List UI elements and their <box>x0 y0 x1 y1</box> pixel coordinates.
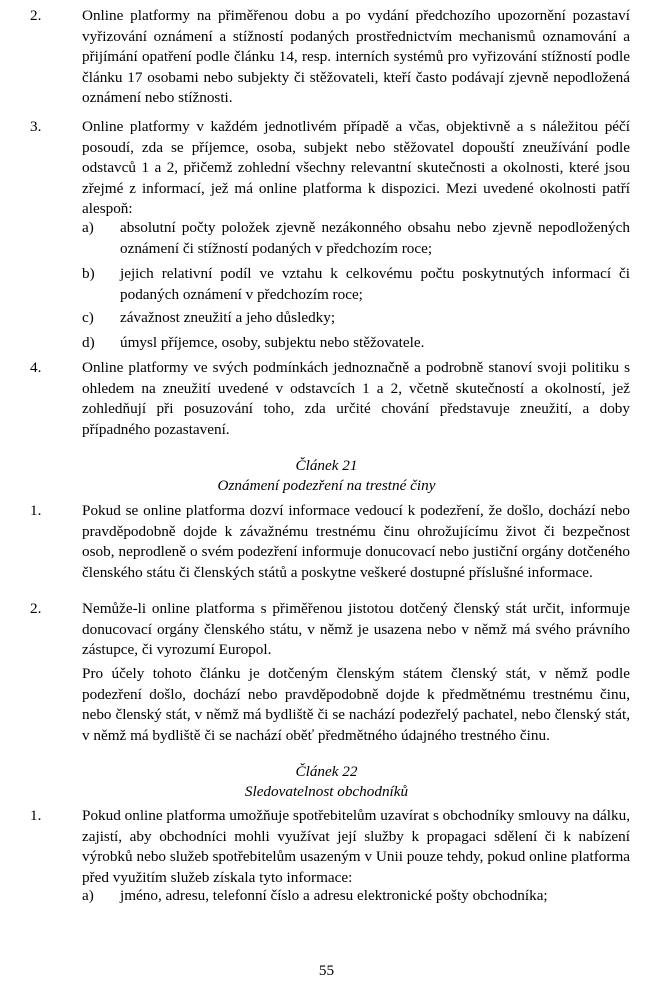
article-heading-number: Článek 21 <box>295 457 358 474</box>
list-item-b <box>82 264 630 305</box>
list-text: jméno, adresu, telefonní číslo a adresu elektronické pošty obchodníka; <box>120 887 548 904</box>
list-marker: c) <box>82 309 94 326</box>
paragraph-text: Online platformy ve svých podmínkách jednoznačně a podrobně stanoví svoji politiku s ohledem na zneužití uvedené v odstavcích 1 a 2, včetně skutečností a okolností, jež zohledňují při posuzování toho, zda určité chování představuje zneužití, a doby případného pozastavení. <box>82 359 630 438</box>
paragraph-text: Nemůže-li online platforma s přiměřenou jistotou dotčený členský stát určit, informuje donucovací orgány členského státu, v němž je usazena nebo v němž má svého právního zástupce, či vyrozumí Europol. <box>82 600 630 658</box>
list-marker: a) <box>82 887 94 904</box>
list-item-a <box>82 218 630 259</box>
paragraph-number: 1. <box>30 807 42 824</box>
list-text: absolutní počty položek zjevně nezákonného obsahu nebo zjevně nepodložených oznámení či stížností podaných v předchozím roce; <box>120 219 630 257</box>
list-marker: a) <box>82 219 94 236</box>
paragraph-number: 4. <box>30 359 42 376</box>
article-heading-title: Sledovatelnost obchodníků <box>244 783 409 800</box>
paragraph-number: 1. <box>30 502 42 519</box>
article-21-paragraph-2 <box>30 599 630 661</box>
paragraph-3 <box>30 117 630 220</box>
paragraph-number: 3. <box>30 118 42 135</box>
list-item-c <box>82 308 630 329</box>
list-item-a <box>82 886 630 907</box>
paragraph-number: 2. <box>30 7 42 24</box>
list-marker: b) <box>82 265 95 282</box>
paragraph-text: Online platformy na přiměřenou dobu a po vydání předchozího upozornění pozastaví vyřizování oznámení a stížností podaných prostřednictvím mechanismů oznamování a přijímání opatření podle článku 14, resp. interních systémů pro vyřizování stížností podle článku 17 osobami nebo subjekty či stěžovateli, kteří často podávají zjevně nepodložená oznámení nebo stížnosti. <box>82 7 630 106</box>
list-marker: d) <box>82 334 95 351</box>
paragraph-number: 2. <box>30 600 42 617</box>
paragraph-text: Online platformy v každém jednotlivém případě a včas, objektivně a s náležitou péčí posoudí, zda se příjemce, osoba, subjekt nebo stěžovatel dopouští zneužívání podle odstavců 1 a 2, přičemž zohlední všechny relevantní skutečnosti a okolnosti, které jsou zřejmé z informací, jež má online platforma k dispozici. Mezi uvedené okolnosti patří alespoň: <box>82 118 630 217</box>
list-text: úmysl příjemce, osoby, subjektu nebo stěžovatele. <box>120 334 425 351</box>
paragraph-2 <box>30 6 630 109</box>
list-item-d <box>82 333 630 354</box>
article-heading-title: Oznámení podezření na trestné činy <box>217 477 436 494</box>
list-text: závažnost zneužití a jeho důsledky; <box>120 309 336 326</box>
article-heading-number: Článek 22 <box>295 763 358 780</box>
paragraph-text: Pokud se online platforma dozví informace vedoucí k podezření, že došlo, dochází nebo pravděpodobně dojde k závažnému trestnému činu ohrožujícímu život či bezpečnost osob, neprodleně o svém podezření informuje donucovací nebo justiční orgány dotčeného členského státu či členských států a poskytne veškeré dostupné příslušné informace. <box>82 502 630 581</box>
article-21-paragraph-2-continuation: Pro účely tohoto článku je dotčeným členským státem členský stát, v němž podle podezření došlo, dochází nebo pravděpodobně dojde k předmětnému trestnému činu, nebo členský stát, v němž má bydliště či se nachází podezřelý pachatel, nebo členský stát, v němž má bydliště či se nachází oběť předmětného údajného trestného činu. <box>82 665 630 744</box>
article-22-paragraph-1 <box>30 806 630 888</box>
list-text: jejich relativní podíl ve vztahu k celkovému počtu poskytnutých informací či podaných oznámení v předchozím roce; <box>120 265 630 303</box>
paragraph-text: Pokud online platforma umožňuje spotřebitelům uzavírat s obchodníky smlouvy na dálku, zajistí, aby obchodníci mohli využívat její služby k propagaci sdělení či k nabízení výrobků nebo služeb spotřebitelům usazeným v Unii pouze tehdy, pokud online platforma před využitím služeb získala tyto informace: <box>82 807 630 886</box>
page-number: 55 <box>318 962 335 979</box>
paragraph-4 <box>30 358 630 440</box>
article-21-paragraph-1 <box>30 501 630 583</box>
